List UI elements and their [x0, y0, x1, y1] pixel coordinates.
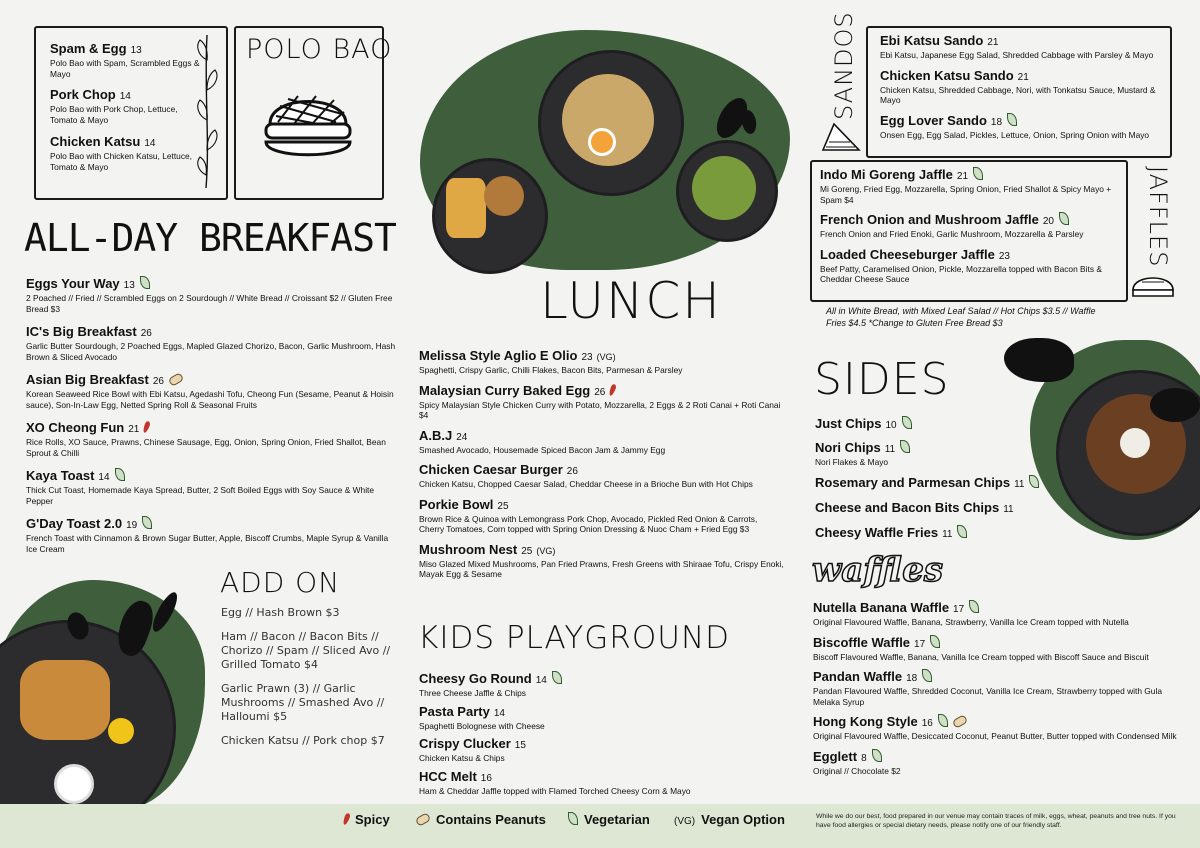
sandos-title: SANDOS: [830, 11, 858, 120]
kids-item: Cheesy Go Round 14 Three Cheese Jaffle & Chips: [419, 670, 784, 699]
sandos-list: [880, 32, 1168, 147]
chili-icon: [142, 421, 151, 434]
fruit-garnish-image: [108, 718, 134, 744]
lunch-item: Chicken Caesar Burger 26 Chicken Katsu, Chopped Caesar Salad, Cheddar Cheese in a Brioche Bun with Hot Chips: [419, 462, 753, 489]
waffle-item: Egglett 8 Original // Chocolate $2: [813, 748, 901, 776]
vegetarian-icon: [568, 812, 578, 825]
lunch-list: [419, 347, 784, 587]
polo-bao-item: Spam & Egg 13 Polo Bao with Spam, Scrambled Eggs & Mayo: [50, 41, 200, 79]
allergy-note: While we do our best, food prepared in our venue may contain traces of milk, eggs, wheat, peanuts and tree nuts. If you have food allergies or special dietary needs, please notify one of our friendly staff.: [816, 813, 1176, 829]
kids-item: HCC Melt 16 Ham & Cheddar Jaffle topped with Flamed Torched Cheesy Corn & Mayo: [419, 768, 691, 796]
breakfast-title: ALL-DAY BREAKFAST: [24, 216, 396, 260]
lunch-item: Mushroom Nest 25 (VG) Miso Glazed Mixed Mushrooms, Pan Fried Prawns, Fresh Greens with Shiraae Tofu, Crispy Enoki, Mayak Egg & Sesame: [419, 541, 784, 579]
breakfast-list: [26, 275, 396, 561]
jaffles-list: [820, 166, 1120, 292]
breakfast-item: Kaya Toast 14 Thick Cut Toast, Homemade Kaya Spread, Butter, 2 Soft Boiled Eggs with Soy Sauce & White Pepper: [26, 468, 375, 506]
chili-icon: [608, 383, 617, 396]
sandwich-icon: [820, 120, 862, 154]
waffle-item: Biscoffle Waffle 17 Biscoff Flavoured Waffle, Banana, Vanilla Ice Cream topped with Biscoff Sauce and Biscuit: [813, 634, 1149, 662]
lunch-item: A.B.J 24 Smashed Avocado, Housemade Spiced Bacon Jam & Jammy Egg: [419, 427, 666, 455]
breakfast-item: Eggs Your Way 13 2 Poached // Fried // Scrambled Eggs on 2 Sourdough // White Bread // Croissant $2 // Gluten Free Bread $3: [26, 276, 393, 314]
breakfast-item: IC's Big Breakfast 26 Garlic Butter Sourdough, 2 Poached Eggs, Mapled Glazed Chorizo, Bacon, Garlic Mushroom, Hash Brown & Sliced Avocado: [26, 324, 396, 362]
vegetarian-icon: [142, 516, 152, 529]
side-item: Cheesy Waffle Fries 11: [815, 524, 1040, 542]
egg-topping-image: [588, 128, 616, 156]
addon-title: ADD ON: [220, 566, 341, 599]
side-item: Just Chips 10: [815, 415, 1040, 433]
waffles-title: waffles: [812, 550, 944, 590]
vegetarian-icon: [922, 669, 932, 682]
sando-item: Ebi Katsu Sando 21 Ebi Katsu, Japanese Egg Salad, Shredded Cabbage with Parsley & Mayo: [880, 33, 1154, 60]
legend-peanuts: Contains Peanuts: [416, 812, 546, 827]
vegetarian-icon: [140, 276, 150, 289]
peanut-icon: [415, 812, 432, 827]
jaffle-item: French Onion and Mushroom Jaffle 20 French Onion and Fried Enoki, Garlic Mushroom, Mozzarella & Parsley: [820, 212, 1084, 239]
burger-bun-image: [484, 176, 524, 216]
jaffles-note: All in White Bread, with Mixed Leaf Salad // Hot Chips $3.5 // Waffle Fries $4.5 *Change to Gluten Free Bread $3: [826, 306, 1096, 328]
burger-chips-image: [446, 178, 486, 238]
sauce-cup-image: [54, 764, 94, 804]
vegetarian-icon: [1029, 475, 1039, 488]
vegetarian-icon: [973, 167, 983, 180]
vegetarian-icon: [872, 749, 882, 762]
vegetarian-icon: [900, 440, 910, 453]
vegetarian-icon: [1059, 212, 1069, 225]
breakfast-item: G'Day Toast 2.0 19 French Toast with Cinnamon & Brown Sugar Butter, Apple, Biscoff Crumbs, Maple Syrup & Vanilla Ice Cream: [26, 516, 389, 554]
addon-line: Ham // Bacon // Bacon Bits // Chorizo // Spam // Sliced Avo // Grilled Tomato $4: [221, 630, 391, 671]
jaffle-item: Indo Mi Goreng Jaffle 21 Mi Goreng, Fried Egg, Mozzarella, Spring Onion, Fried Shallot & Spicy Mayo + Spam $4: [820, 167, 1112, 205]
vegetarian-icon: [930, 635, 940, 648]
peanut-icon: [952, 714, 969, 729]
waffle-dessert-image: [20, 660, 110, 740]
breakfast-item: XO Cheong Fun 21 Rice Rolls, XO Sauce, Prawns, Chinese Sausage, Egg, Onion, Spring Onion, Fried Shallot, Bean Sprout & Chilli: [26, 420, 386, 458]
peanut-icon: [168, 372, 185, 387]
legend-spicy: Spicy: [344, 812, 390, 827]
legend-vegan: (VG) Vegan Option: [674, 812, 785, 827]
lunch-item: Malaysian Curry Baked Egg 26 Spicy Malaysian Style Chicken Curry with Potato, Mozzarella, 2 Eggs & 2 Roti Canai + Roti Canai $4: [419, 382, 781, 420]
side-item: Cheese and Bacon Bits Chips 11: [815, 499, 1014, 515]
vegetarian-icon: [552, 671, 562, 684]
sando-item: Chicken Katsu Sando 21 Chicken Katsu, Shredded Cabbage, Nori, with Tonkatsu Sauce, Mustard & Mayo: [880, 67, 1156, 105]
chili-icon: [342, 813, 351, 826]
addon-line: Garlic Prawn (3) // Garlic Mushrooms // Smashed Avo // Halloumi $5: [221, 682, 385, 723]
legend-vegetarian: Vegetarian: [568, 812, 650, 827]
jaffle-item: Loaded Cheeseburger Jaffle 23 Beef Patty, Caramelised Onion, Pickle, Mozzarella topped with Bacon Bits & Cheddar Cheese Sauce: [820, 246, 1102, 284]
vegetarian-icon: [969, 600, 979, 613]
polo-bao-item: Pork Chop 14 Polo Bao with Pork Chop, Lettuce, Tomato & Mayo: [50, 87, 178, 125]
addon-line: Chicken Katsu // Pork chop $7: [221, 734, 385, 747]
vegetarian-icon: [957, 525, 967, 538]
kids-title: KIDS PLAYGROUND: [418, 620, 730, 656]
vegetarian-icon: [902, 416, 912, 429]
waffle-item: Nutella Banana Waffle 17 Original Flavoured Waffle, Banana, Strawberry, Vanilla Ice Cream topped with Nutella: [813, 600, 1129, 627]
sides-list: [815, 415, 1040, 549]
ink-splat-decoration: [1150, 388, 1200, 422]
kids-list: [419, 670, 784, 803]
side-item: Nori Chips 11 Nori Flakes & Mayo: [815, 439, 1040, 468]
jaffles-title: JAFFLES: [1144, 166, 1172, 268]
lunch-title: LUNCH: [540, 272, 722, 330]
polo-bao-item: Chicken Katsu 14 Polo Bao with Chicken Katsu, Lettuce, Tomato & Mayo: [50, 134, 192, 172]
vegetarian-icon: [1007, 113, 1017, 126]
lunch-item: Porkie Bowl 25 Brown Rice & Quinoa with Lemongrass Pork Chop, Avocado, Pickled Red Onion & Carrots, Cherry Tomatoes, Corn topped with Spring Onion Dressing & Nuoc Cham + Fried Egg $3: [419, 496, 758, 534]
sides-title: SIDES: [814, 354, 950, 405]
jaffle-icon: [1130, 266, 1176, 300]
polo-bao-list: [50, 40, 200, 179]
waffle-item: Hong Kong Style 16 Original Flavoured Waffle, Desiccated Coconut, Peanut Butter, Butter topped with Condensed Milk: [813, 714, 1177, 741]
lunch-item: Melissa Style Aglio E Olio 23 (VG) Spaghetti, Crispy Garlic, Chilli Flakes, Bacon Bits, Parmesan & Parsley: [419, 348, 683, 375]
addon-list: [221, 606, 393, 758]
vegetarian-icon: [115, 468, 125, 481]
ice-cream-image: [1120, 428, 1150, 458]
kids-item: Pasta Party 14 Spaghetti Bolognese with Cheese: [419, 703, 545, 731]
ink-splat-decoration: [1004, 338, 1074, 382]
addon-line: Egg // Hash Brown $3: [221, 606, 340, 619]
kids-item: Crispy Clucker 15 Chicken Katsu & Chips: [419, 736, 526, 763]
herb-sprig-icon: [192, 30, 222, 190]
sando-item: Egg Lover Sando 18 Onsen Egg, Egg Salad, Pickles, Lettuce, Onion, Spring Onion with Mayo: [880, 112, 1150, 140]
waffles-list: [813, 599, 1183, 783]
side-item: Rosemary and Parmesan Chips 11: [815, 474, 1040, 492]
polo-bao-title: POLO BAO: [246, 34, 393, 65]
waffle-item: Pandan Waffle 18 Pandan Flavoured Waffle, Shredded Coconut, Vanilla Ice Cream, Strawberry topped with Gula Melaka Syrup: [813, 669, 1162, 707]
vegetarian-icon: [938, 714, 948, 727]
salad-food-image: [692, 156, 756, 220]
breakfast-item: Asian Big Breakfast 26 Korean Seaweed Rice Bowl with Ebi Katsu, Agedashi Tofu, Cheong Fun (Sesame, Peanut & Hoisin sauce), Son-In-Law Egg, Netted Spring Roll & Seasonal Fruits: [26, 372, 394, 410]
bao-bun-icon: [258, 84, 358, 184]
